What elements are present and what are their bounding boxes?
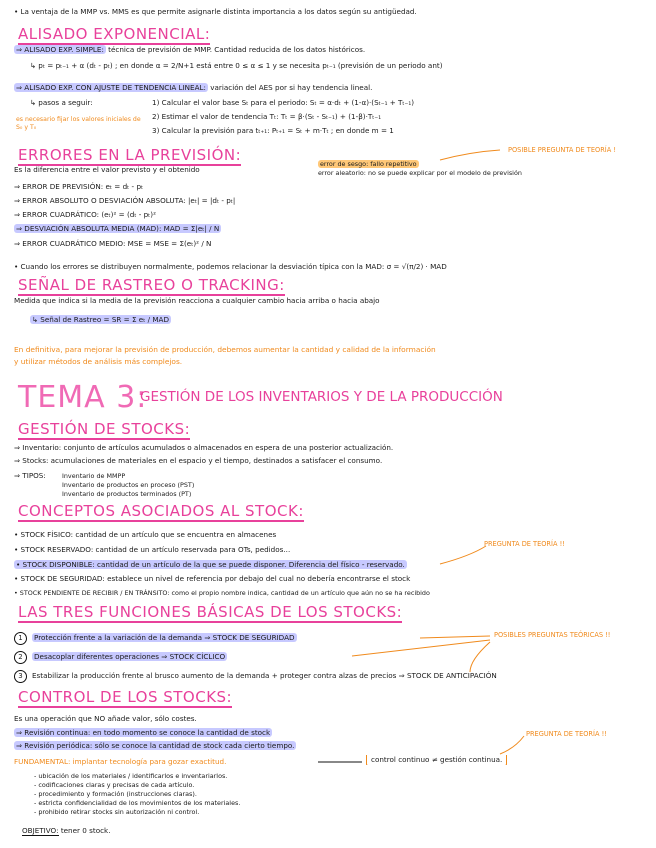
- control-intro: Es una operación que NO añade valor, sólo costes.: [14, 714, 197, 723]
- concept-2: • STOCK RESERVADO: cantidad de un artículo reservada para OTs, pedidos...: [14, 545, 291, 554]
- concept-5: • STOCK PENDIENTE DE RECIBIR / EN TRÁNSITO: como el propio nombre indica, cantidad de un artículo que aún no se ha recibido: [14, 589, 430, 597]
- function-3: 3 Estabilizar la producción frente al brusco aumento de la demanda + proteger contra alzas de precios ⇒ STOCK DE ANTICIPACIÓN: [14, 670, 648, 683]
- heading-alisado: ALISADO EXPONENCIAL:: [18, 25, 211, 43]
- concept-1: • STOCK FÍSICO: cantidad de un artículo que se encuentra en almacenes: [14, 530, 277, 539]
- tipo-3: Inventario de productos terminados (PT): [62, 490, 192, 498]
- alisado-trend: ⇒ ALISADO EXP. CON AJUSTE DE TENDENCIA LINEAL: variación del AES por si hay tendencia lineal.: [16, 83, 373, 92]
- control-box: control continuo ≠ gestión continua.: [366, 755, 648, 765]
- control-list-4: - estricta confidencialidad de los movimientos de los materiales.: [34, 799, 241, 807]
- concept-3: • STOCK DISPONIBLE: cantidad de un artículo de la que se puede disponer. Diferencia del físico - reservado.: [16, 560, 405, 569]
- conclusion-line-2: y utilizar métodos de análisis más complejos.: [14, 357, 183, 366]
- errores-intro: Es la diferencia entre el valor previsto y el obtenido: [14, 165, 200, 174]
- normal-relation: • Cuando los errores se distribuyen normalmente, podemos relacionar la desviación típica con la MAD: σ = √(π/2) · MAD: [14, 262, 447, 271]
- control-list-5: - prohibido retirar stocks sin autorización ni control.: [34, 808, 200, 816]
- gestion-line-2: ⇒ Stocks: acumulaciones de materiales en el espacio y el tiempo, destinados a satisfacer el consumo.: [14, 456, 383, 465]
- heading-funciones: LAS TRES FUNCIONES BÁSICAS DE LOS STOCKS:: [18, 603, 403, 621]
- control-fundamental: FUNDAMENTAL: implantar tecnología para gozar exactitud.: [14, 757, 227, 766]
- control-list-1: - ubicación de los materiales / identificarlos e inventariarlos.: [34, 772, 228, 780]
- tema-number: TEMA 3:: [18, 380, 148, 415]
- error-aleatorio: error aleatorio: no se puede explicar por el modelo de previsión: [318, 169, 522, 177]
- control-list-2: - codificaciones claras y precisas de cada artículo.: [34, 781, 195, 789]
- alisado-simple-formula: ↳ pₜ = pₜ₋₁ + α (dₜ - pₜ) ; en donde α = 2/N+1 está entre 0 ≤ α ≤ 1 y se necesita pₜ₋₁ (previsión de un periodo ant): [30, 61, 443, 70]
- control-line-2: ⇒ Revisión periódica: sólo se conoce la cantidad de stock cada cierto tiempo.: [16, 741, 295, 750]
- conclusion-line-1: En definitiva, para mejorar la previsión de producción, debemos aumentar la cantidad y calidad de la información: [14, 345, 436, 354]
- control-question-note: PREGUNTA DE TEORÍA !!: [526, 730, 607, 738]
- concept-4: • STOCK DE SEGURIDAD: establece un nivel de referencia por debajo del cual no debería encontrarse el stock: [14, 574, 411, 583]
- objetivo: OBJETIVO: tener 0 stock.: [22, 826, 111, 835]
- heading-conceptos: CONCEPTOS ASOCIADOS AL STOCK:: [18, 502, 304, 520]
- heading-rastreo: SEÑAL DE RASTREO O TRACKING:: [18, 276, 285, 294]
- function-1: 1 Protección frente a la variación de la demanda ⇒ STOCK DE SEGURIDAD: [14, 632, 648, 645]
- heading-control: CONTROL DE LOS STOCKS:: [18, 688, 233, 706]
- tipos-label: ⇒ TIPOS:: [14, 471, 46, 480]
- control-line-1: ⇒ Revisión continua: en todo momento se conoce la cantidad de stock: [16, 728, 271, 737]
- step-2: 2) Estimar el valor de tendencia Tₜ: Tₜ = β·(Sₜ - Sₜ₋₁) + (1-β)·Tₜ₋₁: [152, 112, 382, 121]
- heading-errores: ERRORES EN LA PREVISIÓN:: [18, 146, 242, 164]
- heading-gestion: GESTIÓN DE STOCKS:: [18, 420, 191, 438]
- side-note: es necesario fijar los valores iniciales de S₀ y T₀: [16, 116, 141, 131]
- step-1: 1) Calcular el valor base Sₜ para el periodo: Sₜ = α·dₜ + (1-α)·(Sₜ₋₁ + Tₜ₋₁): [152, 98, 415, 107]
- function-2: 2 Desacoplar diferentes operaciones ⇒ STOCK CÍCLICO: [14, 651, 648, 664]
- alisado-simple: ⇒ ALISADO EXP. SIMPLE: técnica de previsión de MMP. Cantidad reducida de los datos históricos.: [16, 45, 366, 54]
- functions-question-note: POSIBLES PREGUNTAS TEÓRICAS !!: [494, 631, 611, 639]
- concepts-question-note: PREGUNTA DE TEORÍA !!: [484, 540, 565, 548]
- control-list-3: - procedimiento y formación (instrucciones claras).: [34, 790, 197, 798]
- error-item-2: ⇒ ERROR ABSOLUTO O DESVIACIÓN ABSOLUTA: |eₜ| = |dₜ - pₜ|: [14, 196, 236, 205]
- rastreo-formula: ↳ Señal de Rastreo = SR = Σ eₜ / MAD: [32, 315, 169, 324]
- error-sesgo: error de sesgo: fallo repetitivo: [320, 160, 417, 168]
- tipo-1: Inventario de MMPP: [62, 472, 126, 480]
- step-3: 3) Calcular la previsión para tₜ₊₁: Pₜ₊₁ = Sₜ + m·Tₜ ; en donde m = 1: [152, 126, 394, 135]
- error-item-3: ⇒ ERROR CUADRÁTICO: (eₜ)² = (dₜ - pₜ)²: [14, 210, 156, 219]
- tema-title: GESTIÓN DE LOS INVENTARIOS Y DE LA PRODUCCIÓN: [140, 389, 503, 405]
- error-item-4: ⇒ DESVIACIÓN ABSOLUTA MEDIA (MAD): MAD = Σ|eₜ| / N: [16, 224, 220, 233]
- intro-line: • La ventaja de la MMP vs. MMS es que permite asignarle distinta importancia a los datos según su antigüedad.: [14, 7, 417, 16]
- rastreo-desc: Medida que indica si la media de la previsión reacciona a cualquier cambio hacia arriba o hacia abajo: [14, 296, 380, 305]
- gestion-line-1: ⇒ Inventario: conjunto de artículos acumulados o almacenados en espera de una posterior actualización.: [14, 443, 394, 452]
- error-item-1: ⇒ ERROR DE PREVISIÓN: eₜ = dₜ - pₜ: [14, 182, 144, 191]
- steps-intro: ↳ pasos a seguir:: [30, 98, 93, 107]
- tipo-2: Inventario de productos en proceso (PST): [62, 481, 195, 489]
- error-item-5: ⇒ ERROR CUADRÁTICO MEDIO: MSE = MSE = Σ(eₜ)² / N: [14, 239, 212, 248]
- possible-question-note: POSIBLE PREGUNTA DE TEORÍA !: [508, 146, 616, 154]
